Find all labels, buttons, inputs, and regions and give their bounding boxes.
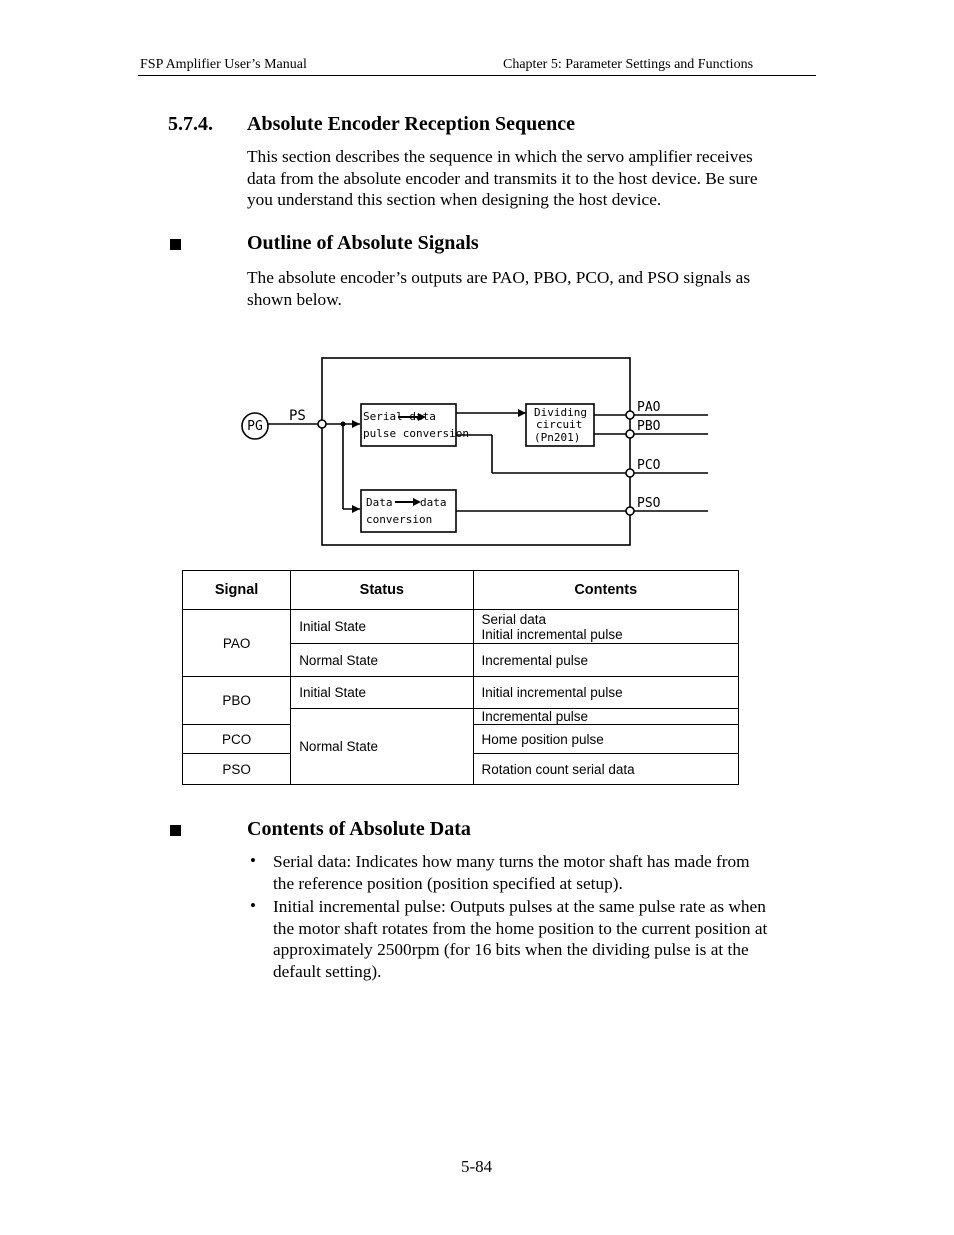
- bullet-dot-icon: •: [250, 896, 256, 915]
- section-number: 5.7.4.: [168, 113, 213, 135]
- intro-line: This section describes the sequence in which the servo amplifier receives: [247, 147, 753, 166]
- signal-pao: PAO: [183, 610, 291, 677]
- contents-heading: Contents of Absolute Data: [247, 818, 471, 840]
- bullet-line: default setting).: [273, 961, 382, 981]
- header-signal: Signal: [183, 571, 291, 610]
- outline-heading: Outline of Absolute Signals: [247, 232, 479, 254]
- bullet-line: approximately 2500rpm (for 16 bits when the dividing pulse is at the: [273, 940, 749, 959]
- header-chapter-title: Chapter 5: Parameter Settings and Functions: [503, 57, 754, 72]
- contents-line: Serial data: [481, 611, 547, 627]
- outline-line: The absolute encoder’s outputs are PAO, PBO, PCO, and PSO signals as: [247, 268, 751, 287]
- table-header-row: [183, 571, 739, 610]
- status-cell: Initial State: [291, 677, 473, 709]
- bullet-line: Serial data: Indicates how many turns the motor shaft has made from: [273, 852, 750, 871]
- junction-dot: [341, 422, 346, 427]
- bullet-line: the motor shaft rotates from the home position to the current position at: [273, 918, 768, 938]
- signal-pso: PSO: [183, 754, 291, 785]
- page-number: 5-84: [461, 1157, 493, 1176]
- signal-pco: PCO: [183, 725, 291, 754]
- status-cell: Initial State: [291, 610, 473, 644]
- ps-label: PS: [289, 408, 306, 424]
- box3-line1: Data: [366, 496, 393, 509]
- box3-line1b: data: [420, 496, 447, 509]
- absolute-signal-diagram: [0, 0, 954, 600]
- contents-line: Initial incremental pulse: [481, 626, 623, 642]
- contents-cell: Home position pulse: [473, 725, 739, 754]
- intro-line: data from the absolute encoder and transmits it to the host device. Be sure: [247, 168, 758, 188]
- signal-status-table: [182, 570, 739, 785]
- bullet-serial-data: [273, 851, 750, 894]
- table-row: [183, 610, 739, 644]
- box2-line2: circuit: [536, 418, 583, 431]
- box3-line2: conversion: [366, 513, 433, 526]
- status-cell: Normal State: [291, 644, 473, 677]
- bullet-line: Initial incremental pulse: Outputs pulses at the same pulse rate as when: [273, 897, 766, 916]
- contents-cell: Incremental pulse: [473, 644, 739, 677]
- pao-output-label: PAO: [637, 400, 661, 415]
- contents-cell: [473, 610, 739, 644]
- header-status: Status: [291, 571, 473, 610]
- section-title: Absolute Encoder Reception Sequence: [247, 113, 575, 135]
- intro-line: you understand this section when designing the host device.: [247, 190, 662, 209]
- header-contents: Contents: [473, 571, 739, 610]
- contents-cell: Incremental pulse: [473, 709, 739, 725]
- bullet-line: the reference position (position specified at setup).: [273, 873, 623, 893]
- contents-cell: Rotation count serial data: [473, 754, 739, 785]
- bullet-initial-incremental: [273, 896, 767, 982]
- pbo-output-label: PBO: [637, 419, 661, 434]
- status-cell: Normal State: [291, 709, 473, 785]
- box2-line3: (Pn201): [534, 431, 581, 444]
- square-bullet-icon: [170, 825, 181, 836]
- bullet-dot-icon: •: [250, 851, 256, 870]
- signal-pbo: PBO: [183, 677, 291, 725]
- box1-line1: Serial data: [363, 410, 436, 423]
- table-row: [183, 677, 739, 709]
- pg-label: PG: [247, 419, 263, 434]
- box2-line1: Dividing: [534, 406, 587, 419]
- outline-line: shown below.: [247, 289, 342, 309]
- contents-cell: Initial incremental pulse: [473, 677, 739, 709]
- pso-output-label: PSO: [637, 496, 661, 511]
- pco-output-label: PCO: [637, 458, 661, 473]
- header-manual-title: FSP Amplifier User’s Manual: [140, 57, 307, 72]
- box1-line2: pulse conversion: [363, 427, 469, 440]
